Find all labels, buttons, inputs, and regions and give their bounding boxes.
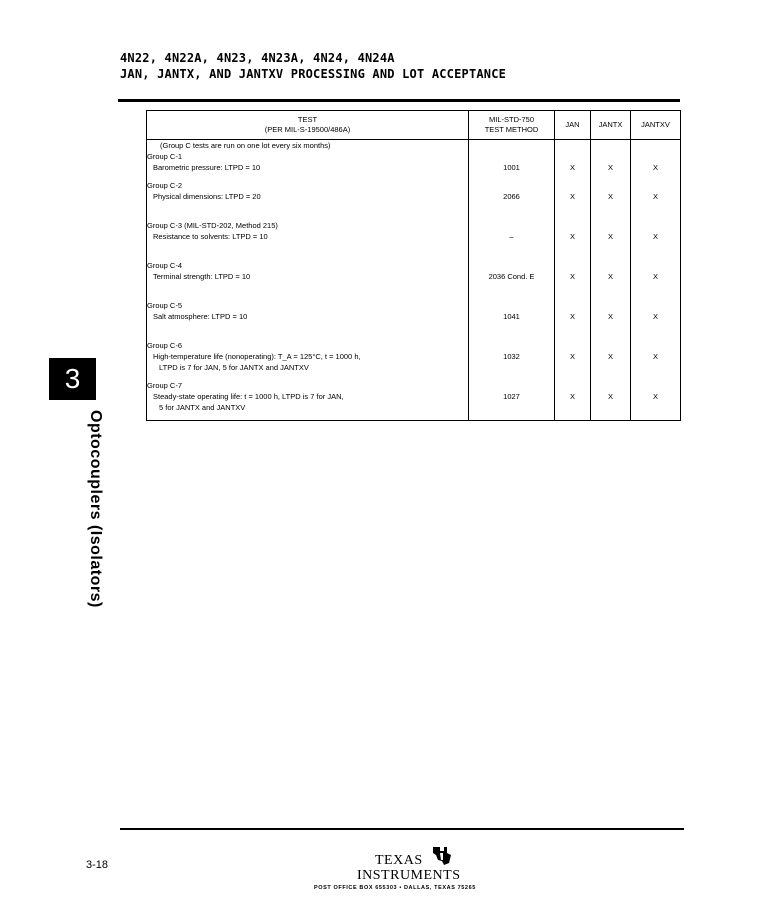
jantx-value: X xyxy=(607,352,613,361)
test-description: Steady-state operating life: t = 1000 h, LTPD is 7 for JAN, xyxy=(153,392,344,401)
test-description: Salt atmosphere: LTPD = 10 xyxy=(153,312,248,321)
method-cell xyxy=(469,340,555,380)
jantxv-cell xyxy=(631,180,681,220)
method-value: 2066 xyxy=(503,192,520,201)
brand-name-line2: INSTRUMENTS xyxy=(357,868,461,883)
jantxv-cell xyxy=(631,151,681,180)
test-description: High-temperature life (nonoperating): T_A = 125°C, t = 1000 h, xyxy=(153,352,361,361)
group-label: Group C-6 xyxy=(147,341,183,350)
jantx-value: X xyxy=(607,392,613,401)
jantx-cell xyxy=(591,260,631,300)
jan-cell xyxy=(555,180,591,220)
test-cell xyxy=(147,340,469,380)
test-cell xyxy=(147,300,469,340)
group-label: Group C-5 xyxy=(147,301,183,310)
section-number: 3 xyxy=(64,363,81,394)
header-method: MIL-STD-750 TEST METHOD xyxy=(469,111,555,140)
test-table xyxy=(146,110,681,421)
jantx-value: X xyxy=(607,312,613,321)
document-title-processing: JAN, JANTX, AND JANTXV PROCESSING AND LOT ACCEPTANCE xyxy=(120,67,507,81)
jantxv-value: X xyxy=(652,232,658,241)
method-value: 1027 xyxy=(503,392,520,401)
jantx-value: X xyxy=(607,232,613,241)
jan-value: X xyxy=(569,192,575,201)
test-cell xyxy=(147,380,469,421)
jantx-value: X xyxy=(607,272,613,281)
method-value: 1032 xyxy=(503,352,520,361)
jan-cell xyxy=(555,220,591,260)
test-description: Physical dimensions: LTPD = 20 xyxy=(153,192,261,201)
jantxv-cell xyxy=(631,220,681,260)
jantxv-cell xyxy=(631,340,681,380)
jantxv-value: X xyxy=(652,192,658,201)
jantxv-cell xyxy=(631,380,681,421)
test-description-continued: LTPD is 7 for JAN, 5 for JANTX and JANTXV xyxy=(159,363,309,372)
page-number: 3-18 xyxy=(86,859,109,871)
jan-cell xyxy=(555,151,591,180)
jan-value: X xyxy=(569,352,575,361)
jantx-value: X xyxy=(607,192,613,201)
table-row xyxy=(147,300,681,340)
table-note-row xyxy=(147,140,681,152)
section-label: Optocouplers (Isolators) xyxy=(87,410,104,608)
table-row xyxy=(147,220,681,260)
test-description: Resistance to solvents: LTPD = 10 xyxy=(153,232,268,241)
method-value: 2036 Cond. E xyxy=(488,272,535,281)
test-description: Terminal strength: LTPD = 10 xyxy=(153,272,251,281)
test-cell xyxy=(147,180,469,220)
jan-cell xyxy=(555,260,591,300)
jantx-cell xyxy=(591,300,631,340)
table-row xyxy=(147,380,681,421)
jantxv-cell xyxy=(631,300,681,340)
method-cell xyxy=(469,260,555,300)
jantx-cell xyxy=(591,220,631,260)
ti-logo-icon xyxy=(430,843,454,867)
method-value: 1001 xyxy=(503,163,520,172)
method-cell xyxy=(469,151,555,180)
document-title-devices: 4N22, 4N22A, 4N23, 4N23A, 4N24, 4N24A xyxy=(120,51,395,65)
jantxv-cell xyxy=(631,260,681,300)
footer-rule xyxy=(120,828,684,830)
method-cell xyxy=(469,380,555,421)
jantxv-value: X xyxy=(652,392,658,401)
jan-cell xyxy=(555,380,591,421)
method-value: 1041 xyxy=(503,312,520,321)
test-cell xyxy=(147,220,469,260)
jan-value: X xyxy=(569,163,575,172)
group-label: Group C-4 xyxy=(147,261,183,270)
test-cell xyxy=(147,260,469,300)
header-test: TEST (PER MIL-S-19500/486A) xyxy=(147,111,469,140)
table-row xyxy=(147,180,681,220)
header-jan: JAN xyxy=(555,111,591,140)
group-label: Group C-3 (MIL-STD-202, Method 215) xyxy=(147,221,278,230)
jantxv-value: X xyxy=(652,163,658,172)
header-jantxv: JANTXV xyxy=(631,111,681,140)
jantx-cell xyxy=(591,380,631,421)
company-address: POST OFFICE BOX 655303 • DALLAS, TEXAS 75265 xyxy=(314,885,476,891)
table-row xyxy=(147,260,681,300)
group-label: Group C-2 xyxy=(147,181,183,190)
table-row xyxy=(147,151,681,180)
table-header-row xyxy=(147,111,681,140)
jantxv-value: X xyxy=(652,312,658,321)
jantxv-value: X xyxy=(652,352,658,361)
table-row xyxy=(147,340,681,380)
header-rule xyxy=(118,99,680,102)
jan-value: X xyxy=(569,232,575,241)
jan-value: X xyxy=(569,392,575,401)
header-jantx: JANTX xyxy=(591,111,631,140)
group-label: Group C-1 xyxy=(147,152,183,161)
jantx-cell xyxy=(591,151,631,180)
brand-name-line1: TEXAS xyxy=(375,853,423,868)
jantx-cell xyxy=(591,180,631,220)
jantx-cell xyxy=(591,340,631,380)
test-cell xyxy=(147,151,469,180)
jan-cell xyxy=(555,300,591,340)
test-description: Barometric pressure: LTPD = 10 xyxy=(153,163,261,172)
group-c-note: (Group C tests are run on one lot every six months) xyxy=(160,141,331,150)
group-label: Group C-7 xyxy=(147,381,183,390)
test-description-continued: 5 for JANTX and JANTXV xyxy=(159,403,246,412)
method-cell xyxy=(469,220,555,260)
jan-cell xyxy=(555,340,591,380)
method-cell xyxy=(469,300,555,340)
jantxv-value: X xyxy=(652,272,658,281)
jan-value: X xyxy=(569,272,575,281)
method-value: – xyxy=(509,232,514,241)
jan-value: X xyxy=(569,312,575,321)
jantx-value: X xyxy=(607,163,613,172)
method-cell xyxy=(469,180,555,220)
